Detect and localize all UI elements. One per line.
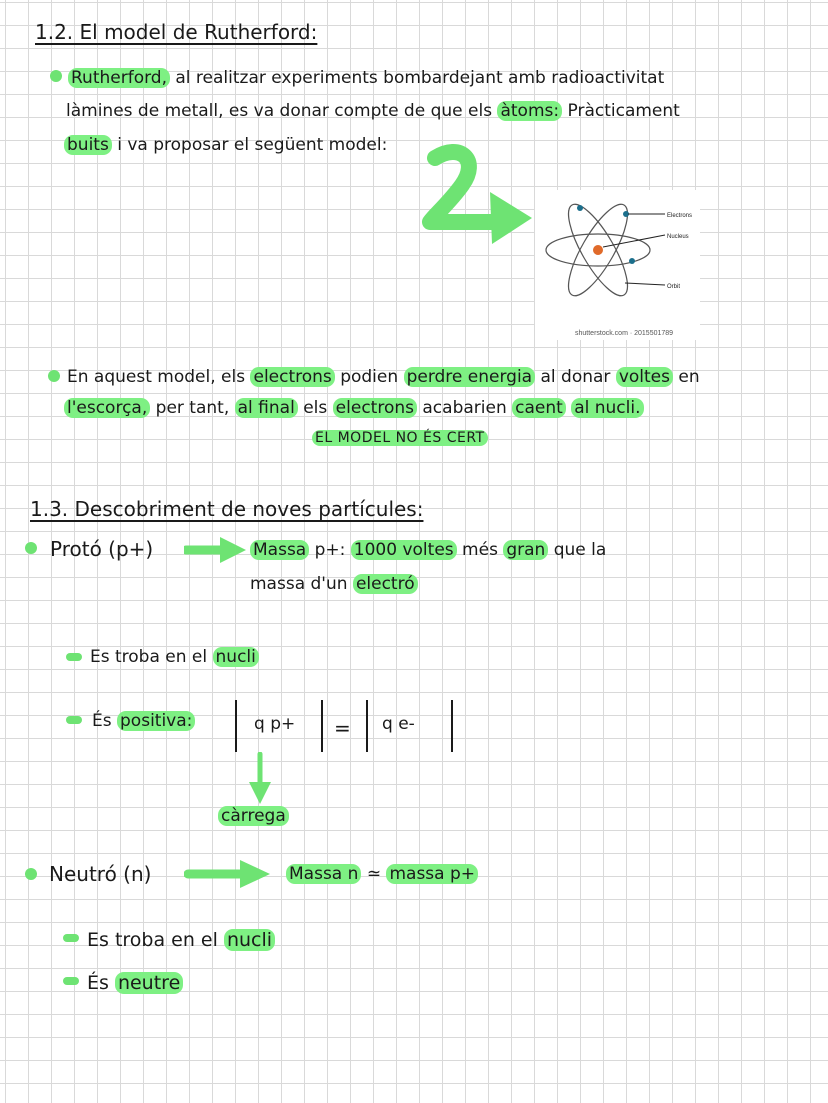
highlight: buits xyxy=(64,135,112,155)
text: En aquest model, els xyxy=(67,367,246,387)
text: massa d'un xyxy=(250,574,348,594)
neutron-mass xyxy=(286,864,478,884)
highlight: àtoms: xyxy=(497,101,562,121)
text: podien xyxy=(340,367,399,387)
text: per tant, xyxy=(155,398,230,418)
bullet-point xyxy=(48,370,60,382)
text: p+: xyxy=(314,540,346,560)
section-title-particles: 1.3. Descobriment de noves partícules: xyxy=(30,497,424,521)
abs-bar xyxy=(451,700,453,752)
neutron-label: Neutró (n) xyxy=(49,862,152,886)
highlight: 1000 voltes xyxy=(351,540,457,560)
abs-bar xyxy=(321,700,323,752)
highlight: nucli xyxy=(213,647,259,667)
highlight: massa p+ xyxy=(386,864,478,884)
conclusion xyxy=(312,430,488,446)
text: Pràcticament xyxy=(567,101,680,121)
highlight: voltes xyxy=(616,367,673,387)
text: ≃ xyxy=(366,864,382,884)
highlight: al nucli. xyxy=(571,398,643,418)
bullet1-line1 xyxy=(68,68,664,88)
charge-label xyxy=(218,806,289,826)
highlight: nucli xyxy=(224,929,275,951)
abs-bar xyxy=(366,700,368,752)
label-nucleus: Nucleus xyxy=(667,234,689,240)
label-electrons: Electrons xyxy=(667,213,693,219)
text: làmines de metall, es va donar compte de que els xyxy=(66,101,493,121)
highlight: neutre xyxy=(115,972,183,994)
text: És xyxy=(87,972,109,994)
text: És xyxy=(92,711,112,731)
text: al realitzar experiments bombardejant amb radioactivitat xyxy=(175,68,665,88)
text: els xyxy=(303,398,328,418)
highlight: l'escorça, xyxy=(64,398,150,418)
bullet-point xyxy=(25,868,37,880)
bullet1-line2 xyxy=(66,101,680,121)
hand-drawn-arrow-icon xyxy=(410,140,540,250)
highlight: al final xyxy=(235,398,298,418)
proton-item2 xyxy=(92,711,195,731)
proton-label: Protó (p+) xyxy=(50,537,154,561)
neutron-item2 xyxy=(87,972,183,994)
bullet-point xyxy=(50,70,62,82)
proton-mass-line2 xyxy=(250,574,418,594)
highlight: perdre energia xyxy=(404,367,536,387)
text: en xyxy=(678,367,700,387)
rutherford-atom-icon xyxy=(535,190,700,330)
arrow-down-icon xyxy=(246,752,276,808)
eq-right: q e- xyxy=(382,714,415,734)
dash-point xyxy=(63,934,79,942)
dash-point xyxy=(66,653,82,661)
highlight: Massa n xyxy=(286,864,361,884)
arrow-right-icon xyxy=(184,859,274,889)
highlight: electrons xyxy=(250,367,334,387)
bullet-point xyxy=(25,542,37,554)
eq-sign: = xyxy=(334,716,351,740)
text: Es troba en el xyxy=(90,647,208,667)
text: que la xyxy=(553,540,607,560)
bullet2-line2 xyxy=(64,398,644,418)
highlight: gran xyxy=(503,540,548,560)
arrow-right-icon xyxy=(184,535,250,565)
atom-diagram xyxy=(535,190,700,340)
proton-item1 xyxy=(90,647,259,667)
highlight: positiva: xyxy=(117,711,195,731)
neutron-item1 xyxy=(87,929,275,951)
text: acabarien xyxy=(422,398,507,418)
proton-mass-line1 xyxy=(250,540,606,560)
image-credit: shutterstock.com · 2015501789 xyxy=(575,330,674,337)
label-orbit: Orbit xyxy=(667,284,681,290)
highlight: EL MODEL NO ÉS CERT xyxy=(312,430,488,446)
bullet2-line1 xyxy=(67,367,700,387)
abs-bar xyxy=(235,700,237,752)
text: i va proposar el següent model: xyxy=(117,135,388,155)
text: al donar xyxy=(540,367,611,387)
highlight: electrons xyxy=(333,398,417,418)
section-title-rutherford: 1.2. El model de Rutherford: xyxy=(35,20,318,44)
highlight: electró xyxy=(353,574,418,594)
highlight: Rutherford, xyxy=(68,68,170,88)
highlight: Massa xyxy=(250,540,309,560)
dash-point xyxy=(66,716,82,724)
dash-point xyxy=(63,977,79,985)
eq-left: q p+ xyxy=(254,714,296,734)
bullet1-line3 xyxy=(64,135,387,155)
text: més xyxy=(462,540,498,560)
text: Es troba en el xyxy=(87,929,218,951)
highlight: caent xyxy=(512,398,566,418)
highlight: càrrega xyxy=(218,806,289,826)
